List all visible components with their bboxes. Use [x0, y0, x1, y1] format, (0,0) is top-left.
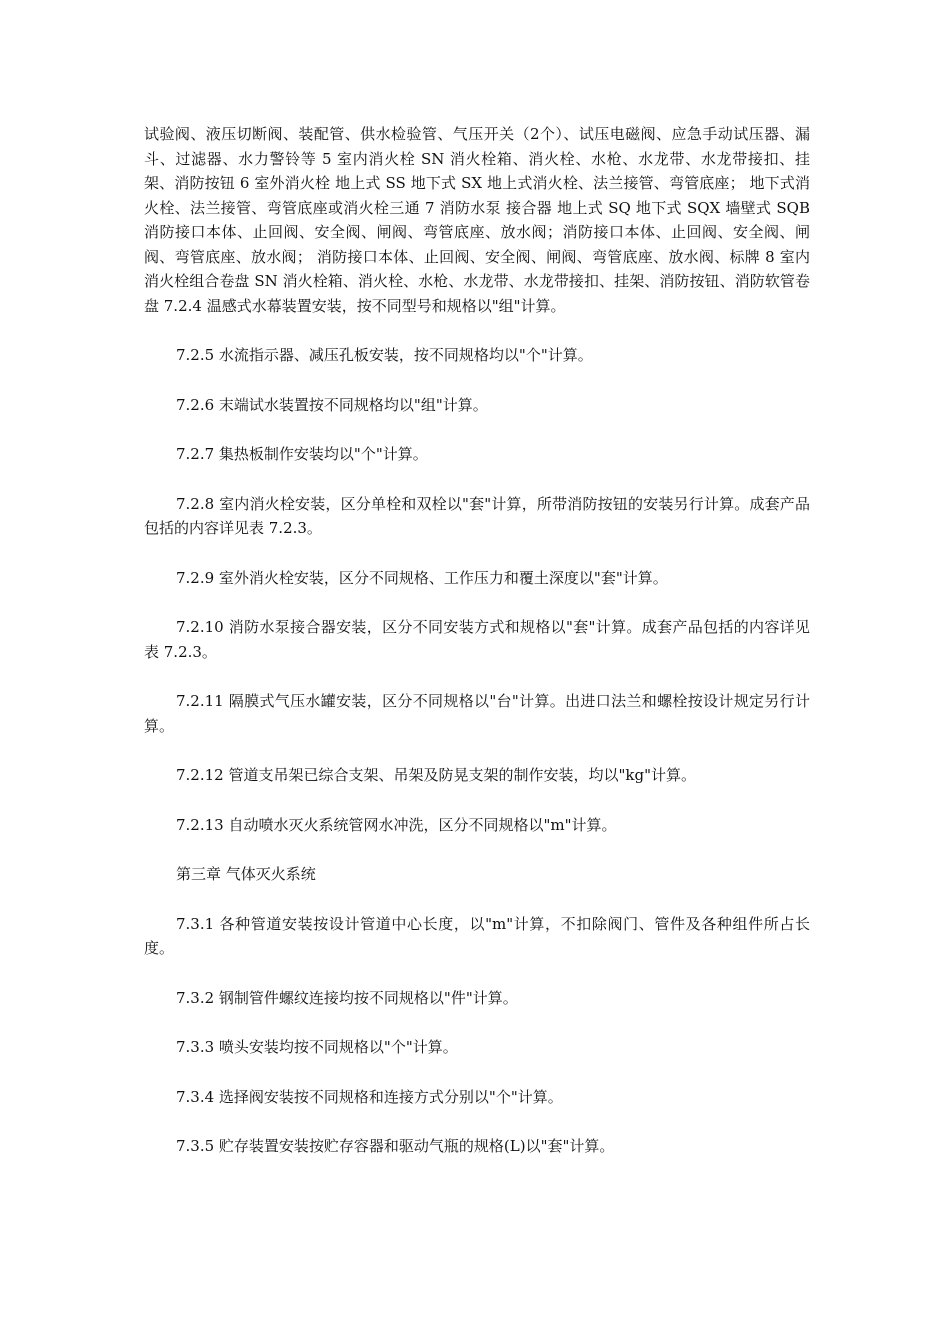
paragraph-7-2-9: 7.2.9 室外消火栓安装，区分不同规格、工作压力和覆土深度以"套"计算。	[176, 568, 668, 587]
paragraph-7-3-1: 7.3.1 各种管道安装按设计管道中心长度，以"m"计算，不扣除阀门、管件及各种组件所占长度。	[144, 914, 810, 957]
paragraph-7-2-6: 7.2.6 末端试水装置按不同规格均以"组"计算。	[176, 395, 488, 414]
document-page	[144, 122, 810, 1184]
paragraph-7-3-2: 7.3.2 钢制管件螺纹连接均按不同规格以"件"计算。	[176, 988, 518, 1007]
chapter-heading: 第三章 气体灭火系统	[176, 865, 316, 883]
paragraph-continuation: 试验阀、液压切断阀、装配管、供水检验管、气压开关（2个）、试压电磁阀、应急手动试压器、漏斗、过滤器、水力警铃等 5 室内消火栓 SN 消火栓箱、消火栓、水枪、水龙带、水龙带接扣、挂架、消防按钮 6 室外消火栓 地上式 SS 地下式 SX 地上式消火栓、法兰接管、弯管底座； 地下式消火栓、法兰接管、弯管底座或消火栓三通 7 消防水泵 接合器 地上式 SQ 地下式 SQX 墙壁式 SQB 消防接口本体、止回阀、安全阀、闸阀、弯管底座、放水阀；消防接口本体、止回阀、安全阀、闸阀、弯管底座、放水阀； 消防接口本体、止回阀、安全阀、闸阀、弯管底座、放水阀、标牌 8 室内消火栓组合卷盘 SN 消火栓箱、消火栓、水枪、水龙带、水龙带接扣、挂架、消防按钮、消防软管卷盘 7.2.4 温感式水幕装置安装，按不同型号和规格以"组"计算。	[144, 125, 810, 315]
paragraph-7-2-12: 7.2.12 管道支吊架已综合支架、吊架及防晃支架的制作安装，均以"kg"计算。	[176, 766, 696, 784]
paragraph-7-2-8: 7.2.8 室内消火栓安装，区分单栓和双栓以"套"计算，所带消防按钮的安装另行计算。成套产品包括的内容详见表 7.2.3。	[144, 494, 810, 537]
paragraph-7-3-4: 7.3.4 选择阀安装按不同规格和连接方式分别以"个"计算。	[176, 1087, 563, 1106]
paragraph-7-2-7: 7.2.7 集热板制作安装均以"个"计算。	[176, 445, 428, 463]
paragraph-7-3-5: 7.3.5 贮存装置安装按贮存容器和驱动气瓶的规格(L)以"套"计算。	[176, 1137, 615, 1155]
paragraph-7-2-10: 7.2.10 消防水泵接合器安装，区分不同安装方式和规格以"套"计算。成套产品包括的内容详见表 7.2.3。	[144, 618, 810, 661]
paragraph-7-2-11: 7.2.11 隔膜式气压水罐安装，区分不同规格以"台"计算。出进口法兰和螺栓按设计规定另行计算。	[144, 692, 810, 735]
paragraph-7-2-13: 7.2.13 自动喷水灭火系统管网水冲洗，区分不同规格以"m"计算。	[176, 815, 617, 834]
paragraph-7-3-3: 7.3.3 喷头安装均按不同规格以"个"计算。	[176, 1038, 458, 1056]
paragraph-7-2-5: 7.2.5 水流指示器、减压孔板安装，按不同规格均以"个"计算。	[176, 346, 593, 364]
